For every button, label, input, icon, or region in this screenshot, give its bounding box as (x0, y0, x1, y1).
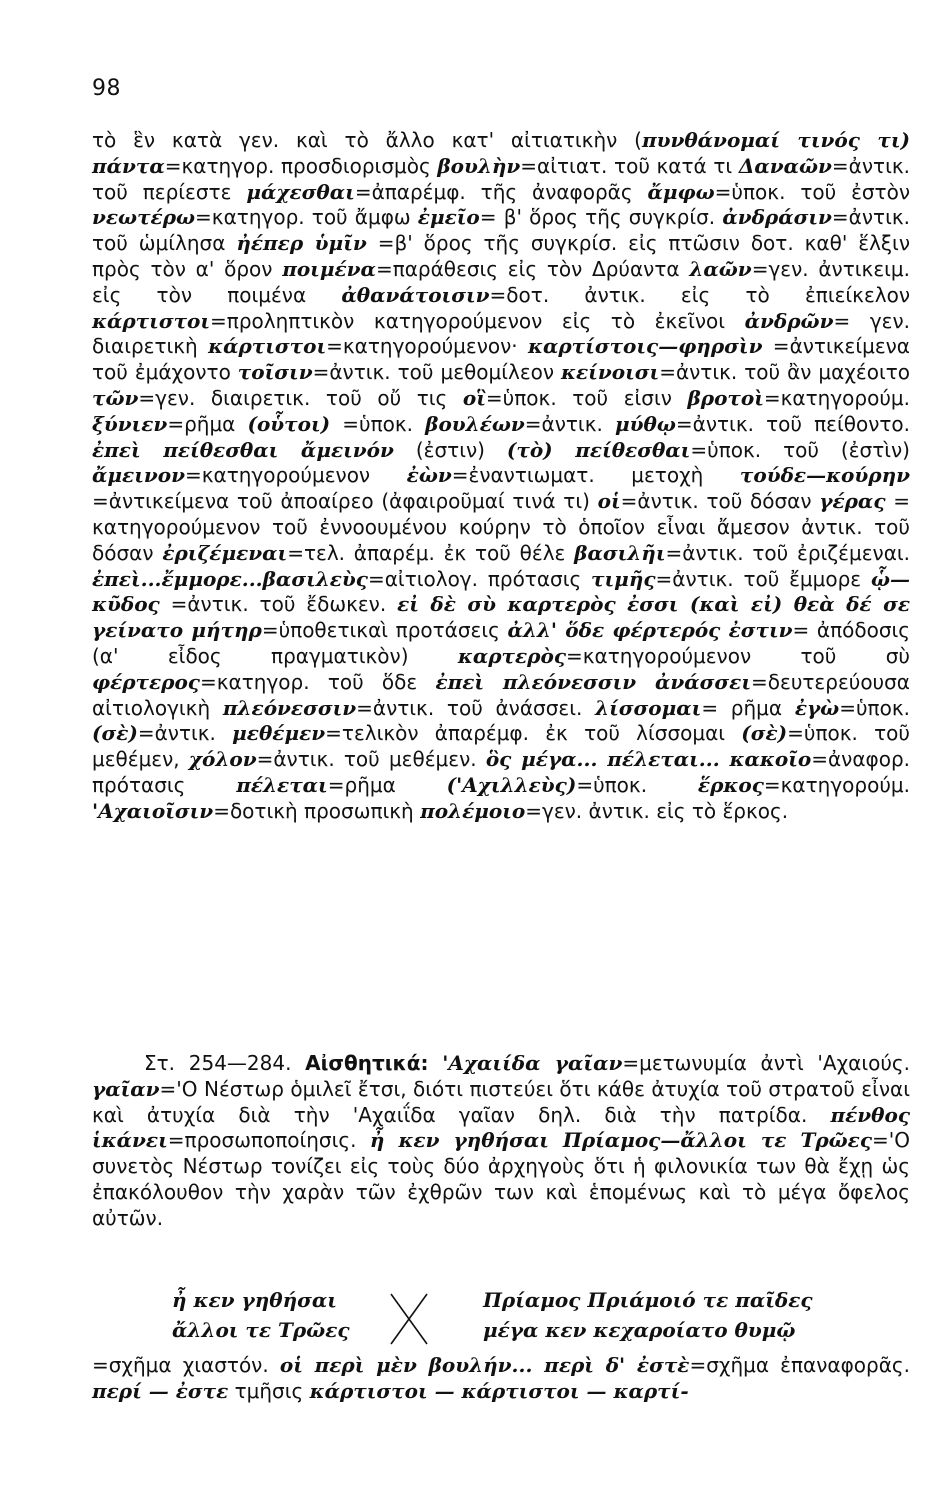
text-run: =ὑποκ. (839, 695, 910, 720)
text-run: =τελ. ἀπαρέμ. ἐκ τοῦ θέλε (287, 540, 575, 565)
text-run: =ὑποκ. (576, 772, 698, 797)
text-run: ='Ο συνετὸς Νέστωρ τονίζει εἰς τοὺς δύο ἀρχηγοὺς ὅτι ἡ φιλονικία των θὰ ἔχῃ ὡς ἐπακόλουθον τὴν χαρὰν τῶν ἐχθρῶν των καὶ ἑπομένως καὶ τὸ μέγα ὄφελος αὐτῶν. (92, 1128, 910, 1230)
text-run: =κατηγορούμ. (763, 385, 910, 410)
greek-term: πυνθάνομαί τινός τι) πάντα (92, 128, 910, 178)
text-run: =κατηγορ. τοῦ ἄμφω (195, 205, 418, 230)
greek-term: τιμῆς (591, 566, 656, 591)
greek-term: ἀνδράσιν (722, 205, 832, 230)
greek-term: ἠέπερ ὑμῖν (236, 231, 367, 256)
greek-term: περί — ἐστε (92, 1378, 229, 1403)
text-run: =κατηγορούμενον· (326, 334, 528, 359)
text-run: =γεν. ἀντικ. εἰς τὸ ἕρκος. (525, 798, 789, 823)
greek-term: μάχεσθαι (246, 179, 355, 204)
greek-term: ἀθανάτοισιν (341, 282, 490, 307)
figures-paragraph (92, 1353, 910, 1405)
chiasmus-left-line-2: ἄλλοι τε Τρῶες (172, 1318, 350, 1342)
text-run: =μετωνυμία ἀντὶ 'Αχαιούς. (622, 1051, 911, 1075)
greek-term: ἐμεῖο (417, 205, 480, 230)
text-run: =ὑποθετικαὶ προτάσεις (261, 618, 508, 643)
text-run: =ἀντικ. τοῦ ἐριζέμεναι. (665, 540, 910, 565)
text-run: =κατηγορ. τοῦ ὅδε (200, 669, 436, 694)
greek-term: γέρας (819, 489, 886, 514)
text-run: =κατηγορούμενον (184, 463, 407, 488)
text-run: =κατηγορ. προσδιορισμὸς (164, 153, 438, 178)
greek-term: οἳ (462, 385, 486, 410)
text-run: =τελικὸν ἀπαρέμφ. ἐκ τοῦ λίσσομαι (325, 721, 742, 746)
greek-term: ἐγὼ (794, 695, 840, 720)
text-run: =ἀντικ. τοῦ ἀνάσσει. (356, 695, 596, 720)
greek-term: 'Αχαιοῖσιν (92, 798, 214, 823)
text-run: =ἀντικ. τοῦ μεθέμεν. (256, 747, 486, 772)
greek-term: Δαναῶν (738, 153, 832, 178)
text-run: =ἀντικ. τοῦ περίεστε (92, 153, 910, 204)
greek-term: πέλεται (236, 772, 328, 797)
greek-term: καρτερὸς (457, 643, 566, 668)
text-run: =γεν. διαιρετικ. τοῦ οὔ τις (138, 385, 463, 410)
greek-term: ᾧ—κῦδος (92, 566, 910, 617)
text-run: =ρῆμα (167, 411, 248, 436)
text-run: =ὑποκ. τοῦ ἐστὸν (714, 179, 911, 204)
text-run: =β' ὅρος τῆς συγκρίσ. εἰς πτῶσιν δοτ. καθ' ἕλξιν πρὸς τὸν α' ὅρον (92, 231, 910, 281)
greek-term: 'Αχαιίδα γαῖαν (442, 1051, 623, 1075)
text-run: =γεν. ἀντικειμ. εἰς τὸν ποιμένα (92, 256, 910, 307)
text-run: = γεν. διαιρετικὴ (92, 308, 910, 359)
greek-term: χόλον (188, 747, 257, 772)
greek-term: τῶν (92, 385, 139, 410)
text-run: =ἀντικείμενα τοῦ ἀποαίρεο (ἀφαιροῦμαί τινά τι) (92, 489, 598, 514)
chiasmus-cross-icon (389, 1292, 429, 1346)
text-run: =προσωποποίησις. (167, 1128, 370, 1153)
text-run: =ἀντικ. τοῦ ἔδωκεν. (159, 592, 398, 617)
text-run: =ἀντικ. τοῦ ἔμμορε (655, 566, 871, 591)
greek-term: ξύνιεν (92, 411, 168, 436)
greek-term: (τὸ) πείθεσθαι (506, 437, 691, 462)
greek-term: πλεόνεσσιν (222, 695, 357, 720)
page-number: 98 (92, 76, 121, 101)
greek-term: μεθέμεν (232, 721, 326, 746)
text-run: =παράθεσις εἰς τὸν Δρύαντα (375, 256, 690, 281)
greek-term: μύθῳ (615, 411, 676, 436)
greek-term: τοῖσιν (237, 360, 313, 385)
greek-term: (οὗτοι) (247, 411, 331, 436)
chiasmus-diagram (92, 1288, 910, 1350)
text-run: =αἰτιολογ. πρότασις (367, 566, 592, 591)
text-run: =αἰτιατ. τοῦ κατά τι (520, 153, 739, 178)
text-run: = ρῆμα (701, 695, 795, 720)
greek-term: ἐπεὶ πείθεσθαι ἄμεινόν (92, 437, 394, 462)
greek-term: βουλέων (425, 411, 525, 436)
greek-term: καρτίστοις—φηρσὶν (528, 334, 763, 359)
text-run: = ἀπόδοσις (α' εἶδος πραγματικὸν) (92, 618, 911, 668)
greek-term: ἐπεὶ πλεόνεσσιν ἀνάσσει (435, 669, 752, 694)
text-run: τμῆσις (228, 1378, 310, 1403)
text-run: =σχῆμα ἐπαναφορᾶς. (689, 1353, 910, 1377)
greek-term: πολέμοιο (420, 798, 526, 823)
text-run: =ὑποκ. (330, 411, 426, 436)
greek-term: ὃς μέγα... πέλεται... κακοῖο (485, 747, 812, 772)
text-run: =ἀντικ. τοῦ μεθομίλεον (312, 360, 562, 385)
text-run: =κατηγορούμενον τοῦ σὺ (566, 643, 910, 668)
text-run: =ἀντικ. τοῦ ἂν μαχέοιτο (659, 360, 910, 385)
greek-term: βασιλῆι (574, 540, 666, 565)
text-run: =ἀναφορ. πρότασις (92, 747, 910, 797)
chiasmus-right-line-1: Πρίαμος Πριάμοιό τε παῖδες (483, 1288, 813, 1312)
section-label: Αἰσθητικά: (305, 1051, 429, 1075)
text-run: =ἀντικ. τοῦ δόσαν (620, 489, 820, 514)
text-run: =ἐναντιωματ. μετοχὴ (451, 463, 740, 488)
greek-term: ἀνδρῶν (744, 308, 834, 333)
greek-term: ἐπεὶ...ἔμμορε...βασιλεὺς (92, 566, 368, 591)
text-run: Στ. 254—284. (144, 1051, 306, 1075)
text-run: = β' ὅρος τῆς συγκρίσ. (479, 205, 723, 230)
greek-term: ἀλλ' ὅδε φέρτερός ἐστιν (507, 618, 793, 643)
text-run: =ὑποκ. τοῦ (ἐστὶν) (690, 437, 910, 462)
text-run: =ὑποκ. τοῦ μεθέμεν, (92, 721, 910, 772)
text-run (429, 1051, 443, 1075)
greek-term: (σὲ) (92, 721, 138, 746)
greek-term: κάρτιστοι (92, 308, 211, 333)
greek-term: πένθος ἱκάνει (92, 1102, 910, 1153)
greek-term: φέρτερος (92, 669, 200, 694)
text-run: =δευτερεύουσα αἰτιολογικὴ (92, 669, 910, 720)
greek-term: ('Αχιλλεὺς) (446, 772, 577, 797)
text-run: =ἀντικ. τοῦ πείθοντο. (675, 411, 911, 436)
greek-term: βροτοὶ (687, 385, 764, 410)
greek-term: κείνοισι (561, 360, 660, 385)
greek-term: ἐριζέμεναι (162, 540, 288, 565)
greek-term: ποιμένα (282, 256, 376, 281)
greek-term: ἄμεινον (92, 463, 185, 488)
greek-term: ἕρκος (697, 772, 764, 797)
text-run: τὸ ἓν κατὰ γεν. καὶ τὸ ἄλλο κατ' αἰτιατικὴν ( (92, 128, 642, 152)
text-run: =ὑποκ. τοῦ εἰσιν (485, 385, 688, 410)
commentary-paragraph (92, 128, 910, 825)
text-run: =ρῆμα (327, 772, 447, 797)
text-run: =ἀντικείμενα τοῦ ἐμάχοντο (92, 334, 910, 385)
greek-term: οἱ (597, 489, 621, 514)
chiasmus-left-line-1: ἦ κεν γηθήσαι (172, 1288, 337, 1312)
greek-term: εἰ δὲ σὺ καρτερὸς ἐσσι (καὶ εἰ) θεὰ δέ σε γείνατο μήτηρ (92, 592, 910, 643)
text-run: ='Ο Νέστωρ ὁμιλεῖ ἔτσι, διότι πιστεύει ὅτι κάθε ἀτυχία τοῦ στρατοῦ εἶναι καὶ ἀτυχία διὰ τὴν 'Αχαιΐδα γαῖαν δηλ. διὰ τὴν πατρίδα. (92, 1076, 910, 1127)
greek-term: λαῶν (689, 256, 752, 281)
greek-term: νεωτέρω (92, 205, 196, 230)
greek-term: ἄμφω (647, 179, 715, 204)
text-run: = κατηγορούμενον τοῦ ἐννοουμένου κούρην τὸ ὁποῖον εἶναι ἄμεσον ἀντικ. τοῦ δόσαν (92, 489, 910, 565)
text-run: =προληπτικὸν κατηγορούμενον εἰς τὸ ἐκεῖνοι (210, 308, 745, 333)
greek-term: γαῖαν (92, 1076, 160, 1101)
greek-term: ἐὼν (406, 463, 452, 488)
text-run: =δοτικὴ προσωπικὴ (213, 798, 421, 823)
greek-term: βουλὴν (437, 153, 521, 178)
greek-term: κάρτιστοι — κάρτιστοι — καρτί- (309, 1378, 689, 1403)
greek-term: (σὲ) (741, 721, 788, 746)
greek-term: τούδε—κούρην (739, 463, 910, 488)
greek-term: ἦ κεν γηθήσαι Πρίαμος—ἄλλοι τε Τρῶες (369, 1128, 872, 1153)
text-run: =κατηγορούμ. (763, 772, 910, 797)
greek-term: λίσσομαι (595, 695, 702, 720)
text-run: =ἀντικ. (137, 721, 233, 746)
text-run: =δοτ. ἀντικ. εἰς τὸ ἐπιείκελον (489, 282, 911, 307)
text-run: (ἐστιν) (393, 437, 507, 462)
text-run: =ἀντικ. (524, 411, 615, 436)
text-run: =σχῆμα χιαστόν. (92, 1353, 280, 1377)
greek-term: κάρτιστοι (208, 334, 327, 359)
chiasmus-right-line-2: μέγα κεν κεχαροίατο θυμῷ (483, 1318, 796, 1342)
aesthetics-paragraph (92, 1051, 910, 1232)
text-run: =ἀπαρέμφ. τῆς ἀναφορᾶς (354, 179, 648, 204)
greek-term: οἱ περὶ μὲν βουλήν... περὶ δ' ἐστὲ (279, 1353, 690, 1377)
text-run: =ἀντικ. τοῦ ὡμίλησα (92, 205, 910, 256)
